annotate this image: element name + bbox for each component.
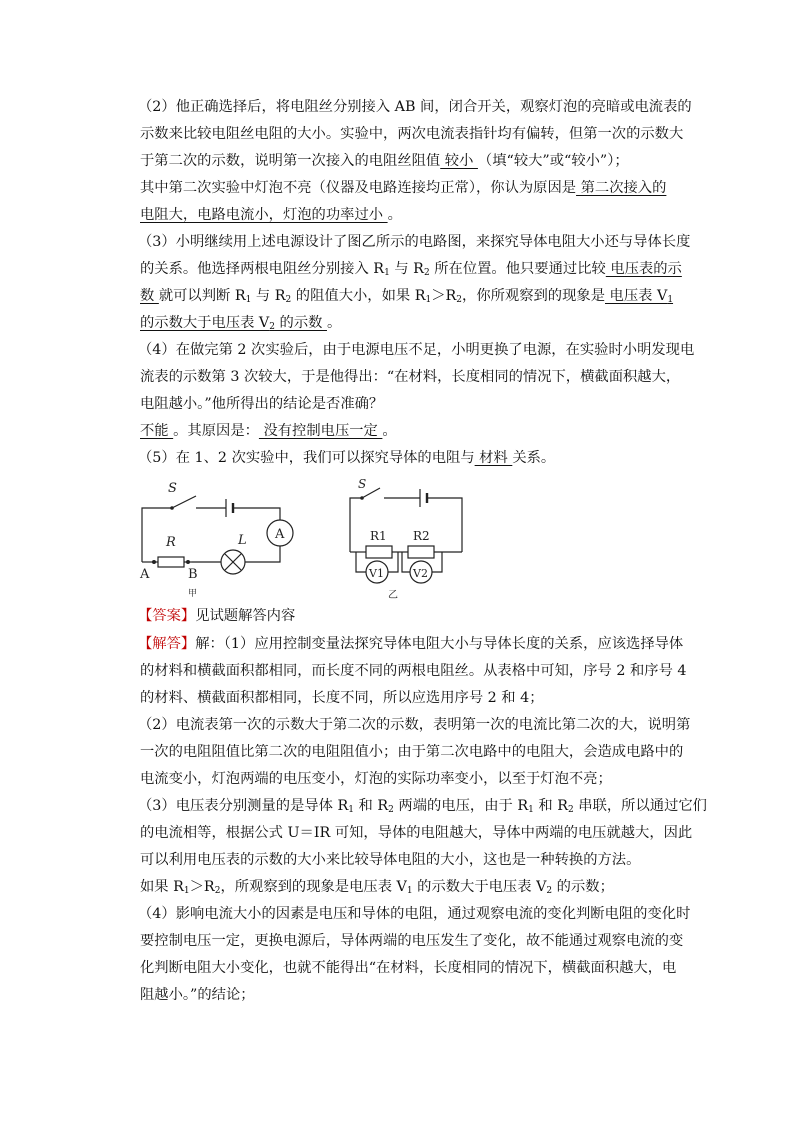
q2-answer-blank: 第二次接入的 xyxy=(576,180,667,196)
lamp-label: L xyxy=(238,533,247,548)
q4-answer-blank: 不能 xyxy=(140,423,174,439)
wire xyxy=(245,546,280,562)
solution-tag: 【解答】 xyxy=(138,636,196,652)
subscript: 2 xyxy=(423,268,430,278)
wire xyxy=(388,552,398,572)
solution-text: 的材料和横截面积都相同，而长度不同的两根电阻丝。从表格中可知，序号 2 和序号 4 xyxy=(140,663,687,679)
v2-label: V2 xyxy=(413,567,428,580)
q3-line-4 xyxy=(140,313,341,333)
q5-text: 关系。 xyxy=(512,450,556,466)
q2-line-4 xyxy=(140,178,666,198)
answer-line xyxy=(138,606,295,626)
subscript: 2 xyxy=(214,886,221,896)
solution-text: ，所观察到的现象是电压表 V xyxy=(220,879,407,895)
v1-label: V1 xyxy=(369,567,384,580)
solution-line-4 xyxy=(138,715,690,735)
solution-line-10 xyxy=(140,877,614,897)
solution-line-14 xyxy=(140,985,255,1005)
resistor-r1-symbol xyxy=(366,546,392,558)
q4-text: 。 xyxy=(382,423,397,439)
subscript: 1 xyxy=(406,886,413,896)
q2-line-1 xyxy=(138,97,692,117)
q4-text: 。其原因是： xyxy=(173,423,259,439)
solution-text: 的示数； xyxy=(552,879,614,895)
q3-text: 就可以判断 R xyxy=(158,288,246,304)
solution-line-11 xyxy=(138,904,690,924)
switch-contact xyxy=(170,506,174,510)
q2-answer-blank: 较小 xyxy=(440,153,478,169)
solution-line-7 xyxy=(138,796,707,816)
q5-text: （5）在 1、2 次实验中，我们可以探究导体的电阻与 xyxy=(138,450,475,466)
circuit-yi xyxy=(350,488,462,583)
q2-text: 示数来比较电阻丝电阻的大小。实验中，两次电流表指针均有偏转，但第一次的示数大 xyxy=(140,126,684,142)
subscript: 1 xyxy=(667,295,674,305)
q3-text: 的关系。他选择两根电阻丝分别接入 R xyxy=(140,261,385,277)
subscript: 2 xyxy=(456,295,463,305)
subscript: 2 xyxy=(285,295,292,305)
solution-text: 两端的电压，由于 R xyxy=(393,798,529,814)
terminal-a-label: A xyxy=(140,567,150,582)
figure-yi-caption: 乙 xyxy=(388,590,398,601)
q3-answer-text: 的示数 xyxy=(274,315,327,331)
q2-text: （2）他正确选择后，将电阻丝分别接入 AB 间，闭合开关，观察灯泡的亮暗或电流表的 xyxy=(138,99,692,115)
solution-text: 的示数大于电压表 V xyxy=(412,879,547,895)
q2-line-2 xyxy=(140,124,683,144)
resistor-r2-symbol xyxy=(408,546,434,558)
solution-text: 可以利用电压表的示数的大小来比较导体电阻的大小，这也是一种转换的方法。 xyxy=(140,852,641,868)
q3-line-3 xyxy=(140,286,673,306)
q3-text: ＞R xyxy=(431,288,457,304)
q3-text: ，你所观察到的现象是 xyxy=(462,288,605,304)
solution-line-5 xyxy=(140,742,683,762)
solution-line-2 xyxy=(140,661,687,681)
subscript: 2 xyxy=(546,886,553,896)
solution-line-3 xyxy=(140,688,544,708)
answer-text: 见试题解答内容 xyxy=(195,608,296,624)
subscript: 2 xyxy=(388,805,394,815)
ammeter-label: A xyxy=(275,527,285,542)
q2-answer-blank: 电阻大，电路电流小，灯泡的功率过小 xyxy=(140,207,388,223)
q4-line-4 xyxy=(140,421,397,441)
q2-text: 其中第二次实验中灯泡不亮（仪器及电路连接均正常），你认为原因是 xyxy=(140,180,577,196)
subscript: 1 xyxy=(425,295,432,305)
q3-text: 与 R xyxy=(251,288,286,304)
q3-answer-blank: 数 xyxy=(140,288,159,304)
solution-text: 电流变小，灯泡两端的电压变小，灯泡的实际功率变小，以至于灯泡不亮； xyxy=(140,771,612,787)
switch-label: S xyxy=(358,477,367,491)
solution-text: 和 R xyxy=(354,798,389,814)
solution-line-13 xyxy=(140,958,676,978)
q4-text: （4）在做完第 2 次实验后，由于电源电压不足，小明更换了电源，在实验时小明发现电 xyxy=(138,342,695,358)
q3-text: 。 xyxy=(326,315,342,331)
solution-line-8 xyxy=(140,823,692,843)
wire xyxy=(350,498,362,552)
q3-line-1 xyxy=(138,232,690,252)
figure-jia-caption: 甲 xyxy=(188,589,198,599)
wire xyxy=(402,552,410,572)
q4-text: 电阻越小。”他所得出的结论是否准确？ xyxy=(140,396,384,412)
terminal-b-label: B xyxy=(188,567,198,582)
subscript: 1 xyxy=(384,268,390,278)
solution-line-1 xyxy=(138,634,683,654)
q3-text: （3）小明继续用上述电源设计了图乙所示的电路图，来探究导体电阻大小还与导体长度 xyxy=(138,234,691,250)
switch-label: S xyxy=(168,481,177,496)
subscript: 1 xyxy=(245,295,252,305)
q2-text: （填“较大”或“较小”）； xyxy=(477,153,629,169)
solution-line-9 xyxy=(140,850,640,870)
q3-line-2 xyxy=(140,259,682,279)
solution-line-12 xyxy=(140,931,683,951)
switch-blade xyxy=(172,496,196,508)
q4-line-2 xyxy=(140,367,680,387)
q3-answer-blank xyxy=(140,315,327,331)
solution-text: 如果 R xyxy=(140,879,184,895)
q4-line-3 xyxy=(140,394,383,414)
switch-contact xyxy=(360,496,364,500)
solution-text: 和 R xyxy=(533,798,569,814)
q4-text: 流表的示数第 3 次较大，于是他得出：“在材料，长度相同的情况下，横截面积越大， xyxy=(140,369,681,385)
q2-text: 。 xyxy=(387,207,402,223)
q5-line-1 xyxy=(138,448,555,468)
solution-line-6 xyxy=(140,769,612,789)
q2-line-3 xyxy=(140,151,629,171)
solution-text: 化判断电阻大小变化，也就不能得出“在材料，长度相同的情况下，横截面积越大，电 xyxy=(140,960,677,976)
wire xyxy=(427,498,462,552)
q3-answer-text: 的示数大于电压表 V xyxy=(140,315,270,331)
q2-line-5 xyxy=(140,205,402,225)
q3-answer-blank xyxy=(605,288,673,304)
wire xyxy=(356,552,366,572)
resistor-symbol xyxy=(158,557,184,567)
resistor-label: R xyxy=(166,535,176,550)
q3-text: 的阻值大小，如果 R xyxy=(291,288,426,304)
terminal-a xyxy=(152,560,156,564)
q3-text: 所在位置。他只要通过比较 xyxy=(429,261,606,277)
r1-label: R1 xyxy=(370,529,387,543)
circuit-jia-labels xyxy=(139,481,285,599)
subscript: 2 xyxy=(269,322,275,332)
solution-text: 要控制电压一定，更换电源后，导体两端的电压发生了变化，故不能通过观察电流的变 xyxy=(140,933,684,949)
solution-text: 的电流相等，根据公式 U＝IR 可知，导体的电阻越大，导体中两端的电压就越大，因此 xyxy=(140,825,693,841)
q5-answer-blank: 材料 xyxy=(474,450,513,466)
solution-text: （3）电压表分别测量的是导体 R xyxy=(138,798,349,814)
q3-answer-blank: 电压表的示 xyxy=(605,261,682,277)
q4-answer-blank: 没有控制电压一定 xyxy=(258,423,383,439)
solution-text: 串联，所以通过它们 xyxy=(573,798,707,814)
subscript: 1 xyxy=(528,805,534,815)
solution-text: （4）影响电流大小的因素是电压和导体的电阻，通过观察电流的变化判断电阻的变化时 xyxy=(138,906,691,922)
answer-tag: 【答案】 xyxy=(138,608,196,624)
terminal-b xyxy=(186,560,190,564)
solution-text: 一次的电阻阻值比第二次的电阻阻值小；由于第二次电路中的电阻大，会造成电路中的 xyxy=(140,744,684,760)
q3-text: 与 R xyxy=(389,261,424,277)
circuit-diagrams xyxy=(130,474,490,610)
wire xyxy=(233,508,280,520)
solution-text: 解：（1）应用控制变量法探究导体电阻大小与导体长度的关系，应该选择导体 xyxy=(195,636,684,652)
solution-text: 的材料、横截面积都相同，长度不同，所以应选用序号 2 和 4； xyxy=(140,690,544,706)
q3-answer-text: 电压表 V xyxy=(605,288,668,304)
q2-text: 于第二次的示数，说明第一次接入的电阻丝阻值 xyxy=(140,153,441,169)
q4-line-1 xyxy=(138,340,694,360)
subscript: 2 xyxy=(568,805,574,815)
circuit-jia xyxy=(142,496,293,574)
subscript: 1 xyxy=(348,805,354,815)
solution-text: ＞R xyxy=(189,879,215,895)
subscript: 1 xyxy=(183,886,190,896)
solution-text: （2）电流表第一次的示数大于第二次的示数，表明第一次的电流比第二次的大，说明第 xyxy=(138,717,691,733)
solution-text: 阻越小。”的结论； xyxy=(140,987,255,1003)
r2-label: R2 xyxy=(413,529,430,543)
